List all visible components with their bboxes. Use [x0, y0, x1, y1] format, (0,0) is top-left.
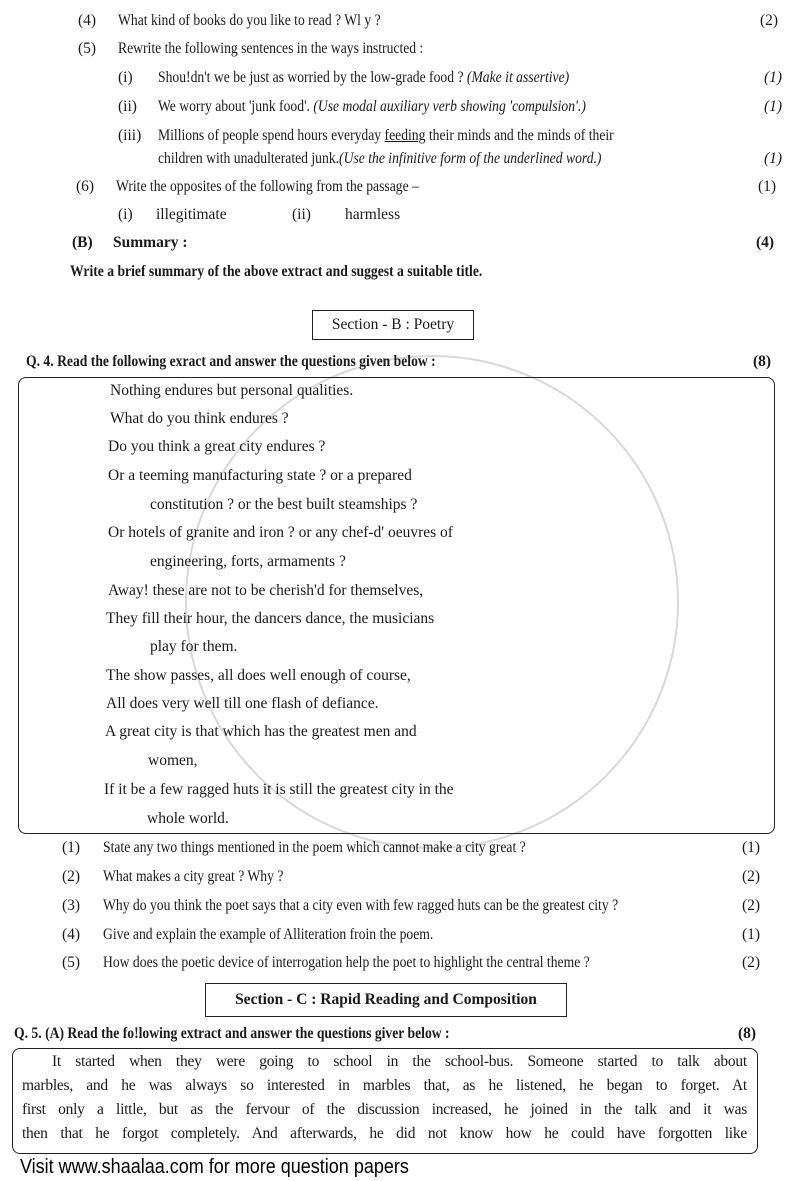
poem-line: What do you think endures ?: [110, 410, 289, 427]
q-num: (5): [78, 40, 97, 57]
poem-line: constitution ? or the best built steamships ?: [150, 496, 418, 513]
marks: (1): [764, 69, 783, 86]
question-text: Give and explain the example of Alliteration froin the poem.: [103, 926, 434, 943]
section-c-box: [205, 983, 567, 1017]
word: illegitimate: [156, 206, 227, 223]
poem-line: A great city is that which has the greatest men and: [105, 723, 417, 740]
poem-line: play for them.: [150, 638, 238, 655]
marks: (4): [756, 234, 775, 251]
question-text: State any two things mentioned in the poem which cannot make a city great ?: [103, 839, 526, 856]
question-text: What makes a city great ? Why ?: [103, 868, 284, 885]
marks: (1): [764, 98, 783, 115]
poem-line: engineering, forts, armaments ?: [150, 553, 346, 570]
sub-question: [158, 68, 569, 88]
passage-line: marbles, and he was always so interested in marbles that, as he listened, he began to forget. At: [22, 1077, 747, 1094]
marks: (1): [764, 150, 783, 167]
sub-question-text: We worry about 'junk food'.: [158, 98, 310, 115]
marks: (2): [742, 897, 761, 914]
poem-line: Or a teeming manufacturing state ? or a prepared: [108, 467, 412, 484]
poem-line: Away! these are not to be cherish'd for themselves,: [108, 582, 424, 599]
poem-line: All does very well till one flash of defiance.: [106, 695, 379, 712]
question-text: What kind of books do you like to read ? Wl y ?: [118, 12, 381, 29]
marks: (8): [738, 1025, 757, 1042]
sub-question-text: their minds and the minds of their: [425, 127, 614, 144]
sub-question-text: children with unadulterated junk.: [158, 150, 340, 167]
q5-label: Q. 5. (A) Read the fo!lowing extract and answer the questions giver below :: [14, 1025, 450, 1042]
section-b-box: [312, 310, 474, 340]
passage-line: It started when they were going to school in the school-bus. Someone started to talk about: [52, 1053, 747, 1070]
q-num: (3): [62, 897, 81, 914]
q-num: (2): [62, 868, 81, 885]
summary-text: Write a brief summary of the above extract and suggest a suitable title.: [70, 263, 483, 280]
poem-line: The show passes, all does well enough of course,: [106, 667, 411, 684]
marks: (1): [758, 178, 777, 195]
summary-label: (B): [72, 234, 93, 251]
sub-question: [158, 97, 586, 117]
question-text: Why do you think the poet says that a city even with few ragged huts can be the greatest city ?: [103, 897, 619, 914]
sub-num: (i): [118, 206, 133, 223]
q-num: (5): [62, 954, 81, 971]
poem-line: Nothing endures but personal qualities.: [110, 382, 354, 399]
underlined-word: feeding: [384, 127, 426, 144]
instruction: (Use the infinitive form of the underlined word.): [339, 150, 602, 167]
section-title: Section - B : Poetry: [331, 316, 455, 333]
instruction: (Use modal auxiliary verb showing 'compulsion'.): [313, 98, 586, 115]
q4-label: Q. 4. Read the following exract and answer the questions given below :: [26, 353, 436, 370]
marks: (2): [742, 868, 761, 885]
q-num: (6): [76, 178, 95, 195]
poem-line: women,: [148, 752, 198, 769]
marks: (1): [742, 926, 761, 943]
poem-line: Or hotels of granite and iron ? or any chef-d' oeuvres of: [108, 524, 453, 541]
marks: (2): [760, 12, 779, 29]
q-num: (1): [62, 839, 81, 856]
sub-question: [158, 126, 614, 146]
section-title: Section - C : Rapid Reading and Composition: [235, 991, 537, 1008]
question-text: How does the poetic device of interrogation help the poet to highlight the central theme ?: [103, 954, 590, 971]
sub-num: (i): [118, 69, 133, 86]
sub-num: (ii): [292, 206, 311, 223]
instruction: (Make it assertive): [466, 69, 570, 86]
q-num: (4): [62, 926, 81, 943]
poem-line: They fill their hour, the dancers dance, the musicians: [106, 610, 435, 627]
q-num: (4): [78, 12, 97, 29]
passage-line: then that he forgot completely. And afterwards, he did not know how he could have forgotten like: [22, 1125, 747, 1142]
sub-question-text: Shou!dn't we be just as worried by the low-grade food ?: [158, 69, 464, 86]
question-text: Rewrite the following sentences in the ways instructed :: [118, 40, 424, 57]
poem-line: whole world.: [147, 810, 229, 827]
sub-num: (ii): [118, 98, 137, 115]
footer-link[interactable]: Visit www.shaalaa.com for more question papers: [20, 1156, 409, 1178]
marks: (1): [742, 839, 761, 856]
sub-num: (iii): [118, 127, 142, 144]
question-text: Write the opposites of the following from the passage –: [116, 178, 419, 195]
marks: (8): [753, 353, 772, 370]
sub-question-line2: [158, 149, 601, 169]
poem-line: Do you think a great city endures ?: [108, 438, 326, 455]
sub-question-text: Millions of people spend hours everyday: [158, 127, 385, 144]
word: harmless: [345, 206, 401, 223]
summary-title: Summary :: [113, 234, 188, 251]
marks: (2): [742, 954, 761, 971]
passage-line: first only a little, but as the fervour of the discussion increased, he joined in the talk and it was: [22, 1101, 747, 1118]
poem-line: If it be a few ragged huts it is still the greatest city in the: [104, 781, 454, 798]
